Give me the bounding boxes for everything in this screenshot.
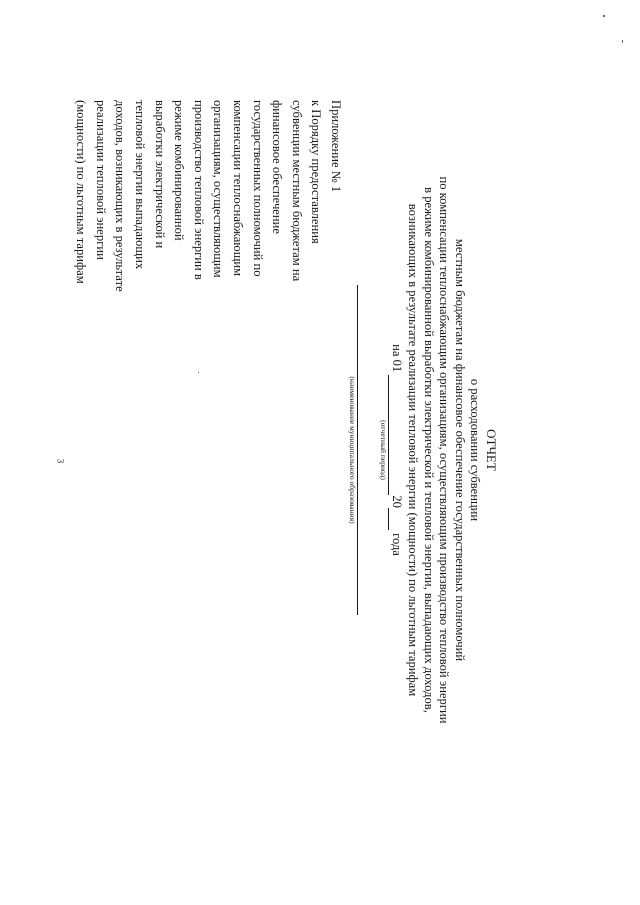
report-line: возникающих в результате реализации тепловой энергии (мощности) по льготным тарифам (406, 203, 421, 697)
appendix-line: производство тепловой энергии в (191, 100, 206, 280)
report-line: местным бюджетам на финансовое обеспечение государственных полномочий (452, 238, 467, 662)
page-number: 3 (55, 458, 66, 464)
period-year-prefix: 20 (389, 495, 404, 508)
period-row (388, 120, 405, 780)
appendix-line: (мощности) по льготным тарифам (74, 100, 89, 284)
appendix-line: государственных полномочий по (250, 100, 265, 277)
report-title: ОТЧЕТ (484, 429, 499, 471)
appendix-line: компенсации теплоснабжающим (231, 100, 246, 277)
period-blank-day-month (388, 375, 405, 495)
appendix-line: режиме комбинированной (172, 100, 187, 241)
appendix-line: организациям, осуществляющим (211, 100, 226, 278)
report-line: по компенсации теплоснабжающим организациям, осуществляющим производство тепловой энергии (437, 176, 452, 724)
period-blank-year (388, 508, 405, 530)
report-subtitle: о расходовании субвенции (468, 378, 482, 522)
period-caption: (отчетный период) (378, 420, 388, 480)
appendix-block (71, 100, 345, 350)
report-line: в режиме комбинированной выработки электрической и тепловой энергии, выпадающих доходов, (421, 187, 436, 713)
appendix-line: Приложение № 1 (329, 100, 343, 193)
appendix-line: субвенции местным бюджетам на (289, 100, 304, 282)
municipality-field (347, 120, 360, 780)
report-block (347, 120, 500, 780)
scan-speck (198, 372, 199, 373)
municipality-caption: (наименование муниципального образования) (347, 376, 357, 524)
appendix-line: доходов, возникающих в результате (113, 100, 128, 292)
appendix-line: финансовое обеспечение (270, 100, 285, 234)
appendix-line: тепловой энергии выпадающих (133, 100, 148, 270)
period-prefix: на 01 (389, 344, 404, 373)
appendix-line: выработки электрической и (152, 100, 167, 249)
municipality-line (357, 285, 360, 615)
period-suffix: года (389, 533, 404, 556)
scan-speck (603, 15, 605, 17)
appendix-line: реализации тепловой энергии (93, 100, 108, 260)
scan-speck (622, 40, 623, 43)
appendix-line: к Порядку предоставления (309, 100, 324, 244)
